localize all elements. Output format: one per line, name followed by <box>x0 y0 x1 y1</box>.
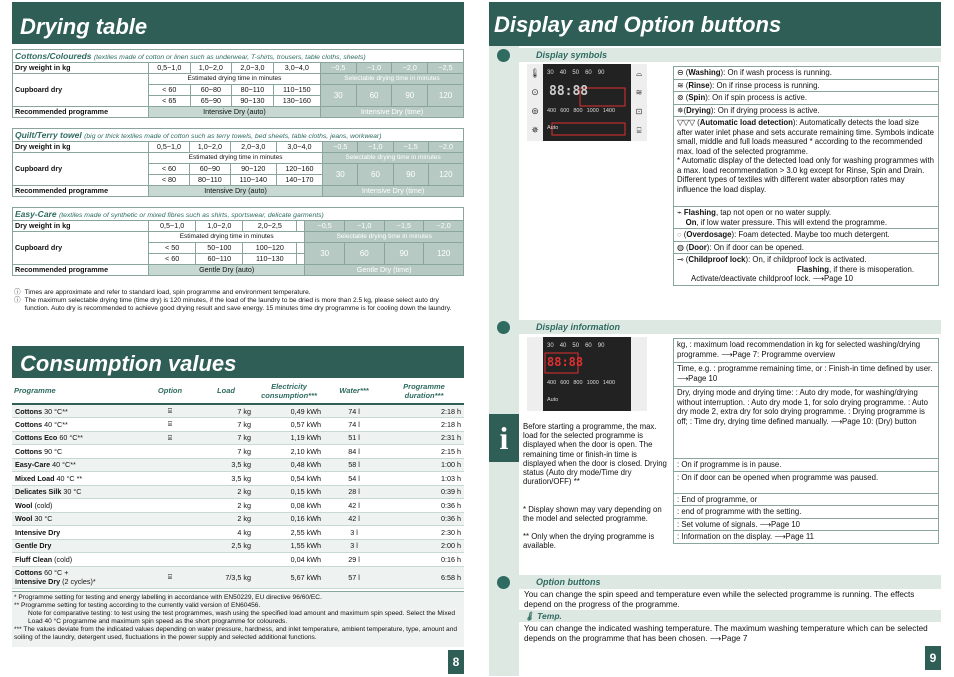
prewash-icon: ⌸ <box>142 566 198 588</box>
prog-name: Intensive Dry <box>15 527 61 537</box>
table-row: Mixed Load 40 °C ** 3,5 kg 0,54 kWh 54 l 1:03 h <box>12 472 464 486</box>
table-row: Gentle Dry 2,5 kg 1,55 kWh 3 l 2:00 h <box>12 539 464 553</box>
easycare-section <box>12 207 464 276</box>
thermometer-icon: 🌡 <box>524 611 535 621</box>
svg-text:✵: ✵ <box>531 125 539 135</box>
terry-table: Dry weight in kg 0,5~1,0 1,0~2,0 2,0~3,0 3,0~4,0 ~0,5 ~1,0 ~1,5 ~2,0 Cupboard dry Estimated drying time in minutes Selectable drying time in minutes < 60 60~90 90~120 120~160 30 60 90 120 < 80 80~110 110~140 140~170 Recommended programme Intensive Dry (auto) Intensive Dry (time) <box>12 141 464 197</box>
table-row: Cottons 40 °C** ⌸ 7 kg 0,57 kWh 74 l 2:18 h <box>12 418 464 432</box>
table-row: Cottons 90 °C 7 kg 2,10 kWh 84 l 2:15 h <box>12 445 464 459</box>
table-row: Intensive Dry 4 kg 2,55 kWh 3 l 2:30 h <box>12 526 464 540</box>
consumption-title: Consumption values <box>20 351 237 376</box>
section-bullet-icon <box>497 321 510 334</box>
washing-icon: ⊖ <box>677 68 684 77</box>
drying-table-title: Drying table <box>20 14 148 39</box>
prog-name: Cottons <box>15 446 43 456</box>
svg-text:≋: ≋ <box>635 88 643 97</box>
table-row: Delicates Silk 30 °C 2 kg 0,15 kWh 28 l 0:39 h <box>12 485 464 499</box>
prog-name: Fluff Clean <box>15 554 53 564</box>
spin-icon: ⊚ <box>677 93 684 102</box>
svg-text:🌡: 🌡 <box>529 68 541 78</box>
option-text: You can change the spin speed and temperature even while the selected programme is running. The effects depend on the progress of the programme. <box>524 590 915 609</box>
svg-text:⊙: ⊙ <box>531 87 539 97</box>
info-star1: * Display shown may vary depending on the model and selected programme. <box>523 505 662 524</box>
display-panel-2: 88:88 30 40 50 60 90 400 600 800 1000 1400 Auto <box>527 337 647 411</box>
display-banner <box>489 2 941 46</box>
section-bullet-icon <box>497 576 510 589</box>
drying-icon: ✵ <box>677 105 684 115</box>
prewash-icon: ⌸ <box>167 432 173 442</box>
table-row: Easy-Care 40 °C** 3,5 kg 0,48 kWh 58 l 1:00 h <box>12 458 464 472</box>
drying-table-banner <box>12 2 464 44</box>
prog-name: Cottons Eco <box>15 433 58 443</box>
terry-heading: Quilt/Terry towel (big or thick textiles made of cotton such as terry towels, bed sheets, table cloths, jeans, workwear) <box>15 130 382 140</box>
cottons-table: Dry weight in kg 0,5~1,0 1,0~2,0 2,0~3,0 3,0~4,0 ~0,5 ~1,0 ~2,0 ~2,5 Cupboard dry Estimated drying time in minutes Selectable drying time in minutes < 60 60~80 80~110 110~150 30 60 90 120 < 65 65~90 90~130 130~160 Recommended programme Intensive Dry (auto) Intensive Dry (time) <box>12 62 464 118</box>
easycare-table: Dry weight in kg 0,5~1,0 1,0~2,0 2,0~2,5 ~0,5 ~1,0 ~1,5 ~2,0 Cupboard dry Estimated drying time in minutes Selectable drying time in minutes < 50 50~100 100~120 30 60 90 120 < 60 60~110 110~130 Recommended programme Gentle Dry (auto) Gentle Dry (time) <box>12 220 464 276</box>
consumption-table: Programme Option Load Electricity consumption*** Water*** Programme duration*** Cottons 30 °C** ⌸ 7 kg 0,49 kWh 74 l 2:18 h Cottons 40 °C** ⌸ 7 kg 0,57 kWh 74 l 2:18 h Cottons Eco 60 °C** ⌸ 7 kg 1,19 kWh 51 l 2:31 h Cottons 90 °C 7 kg 2,10 kWh 84 l 2:15 h Easy-Care 40 °C** 3,5 kg 0,48 kWh 58 l 1:00 h Mixed Load 40 °C ** 3,5 kg 0,54 kWh 54 l 1:03 h Delicates Silk 30 °C 2 kg 0,15 kWh 28 l 0:39 h Wool (cold) 2 kg 0,08 kWh 42 l 0:36 h Wool 30 °C 2 kg 0,16 kWh 42 l 0:36 h Intensive Dry 4 kg 2,55 kWh 3 l 2:30 h Gentle Dry 2,5 kg 1,55 kWh 3 l 2:00 h Fluff Clean (cold) 0,04 kWh 29 l 0:16 h Cottons 60 °C + Intensive Dry (2 cycles)* ⌸ 7/3,5 kg 5,67 kWh 57 l 6:58 h <box>12 378 464 589</box>
option-header: Option buttons <box>489 575 941 589</box>
table-row: Cottons Eco 60 °C** ⌸ 7 kg 1,19 kWh 51 l 2:31 h <box>12 431 464 445</box>
prog-name: Wool <box>15 500 33 510</box>
tap-icon: ⌁ <box>677 208 682 217</box>
display-title: Display and Option buttons <box>494 12 782 37</box>
svg-text:⊡: ⊡ <box>635 107 643 116</box>
info-i-icon: i <box>489 414 519 462</box>
prog-name: Delicates Silk <box>15 487 62 497</box>
drying-notes: ⓘ Times are approximate and refer to standard load, spin programme and environment temperature. ⓘ The maximum selectable drying time (time dry) is 120 minutes, if the load of the laundry to be dried is more than 2.5 kg, please select auto dry function. Auto dry is recommended to achieve good drying result and save energy. 15 minutes time dry programme is for cooling down the laundry. <box>14 289 452 312</box>
table-row: Wool (cold) 2 kg 0,08 kWh 42 l 0:36 h <box>12 499 464 513</box>
svg-text:⌓: ⌓ <box>635 69 643 78</box>
section-bullet-icon <box>497 49 510 62</box>
prog-name: Wool <box>15 514 33 524</box>
info-table: kg, : maximum load recommendation in kg for selected washing/drying programme. ⟶Page 7: Programme overview Time, e.g. : programme remaining time, or : Finish-in time defined by user. ⟶Page 10 Dry, drying mode and drying time: : Auto dry mode, for washing/drying without interruption. : Auto dry mode 1, for solo drying programme. : Auto dry mode 2, extra dry for solo drying programme. : Drying programme is off; : Time dry, drying time defined manually. ⟶Page 10: (Dry) button : On if programme is in pause. : On if door can be opened when programme was paused. : End of programme, or : end of programme with the setting. : Set volume of signals. ⟶Page 10 : Information on the display. ⟶Page 11 <box>673 338 939 544</box>
consumption-banner <box>12 346 464 378</box>
door-icon: ◍ <box>677 242 684 252</box>
info-star2: ** Only when the drying programme is available. <box>523 532 655 551</box>
key-icon: ⊸ <box>677 255 684 264</box>
table-row: Fluff Clean (cold) 0,04 kWh 29 l 0:16 h <box>12 553 464 567</box>
consumption-notes: * Programme setting for testing and energy labelling in accordance with EN50229, EU directive 96/60/EC. ** Programme setting for testing according to the currently valid version of EN60456. Note for comparative testing: to test using the test programmes, wash using the specified load amount and maximum spin speed. Select the Mixed Load 40 °C programme and maximum spin speed as the short programme for coloureds. *** The values deviate from the indicated values depending on water pressure, hardness, and inlet temperature, ambient temperature, type, amount and soiling of the laundry, detergent used, fluctuations in the power supply and selected additional functions. <box>12 591 464 647</box>
info-header: Display information <box>489 320 941 334</box>
sym-washing: ⊖ (Washing): On if wash process is running. <box>674 67 939 80</box>
prewash-icon: ⌸ <box>167 419 173 429</box>
prog-name: Easy-Care <box>15 460 51 470</box>
page-number-right: 9 <box>925 646 941 670</box>
prog-name: Cottons <box>15 406 43 416</box>
prog-name: Gentle Dry <box>15 541 52 551</box>
cottons-section <box>12 49 464 118</box>
temp-header: 🌡 Temp. <box>519 610 941 622</box>
display-panel-1: 🌡 ⊙ ⊚ ✵ ⌓ ≋ ⊡ ⌸ 30 40 50 60 90 88:88 400 600 800 1000 1400 Auto <box>527 64 647 141</box>
prewash-icon: ⌸ <box>167 406 173 415</box>
info-icon: ⓘ <box>14 297 21 304</box>
symbols-header: Display symbols <box>489 48 941 62</box>
svg-text:⊚: ⊚ <box>531 106 539 116</box>
foam-icon: ◌ <box>677 230 682 239</box>
easycare-heading: Easy-Care (textiles made of synthetic or mixed fibres such as shirts, sportswear, delicate garments) <box>15 209 324 219</box>
info-icon: ⓘ <box>14 289 21 296</box>
right-page <box>477 0 954 677</box>
terry-section <box>12 128 464 197</box>
symbols-table: ⊖ (Washing): On if wash process is running. ≋ (Rinse): On if rinse process is running. ⊚ (Spin): On if spin process is active. ✵(Drying): On if drying process is active. ▽▽▽ (Automatic load detection): Automatically detects the load size after water inlet phase and sets accurate remaining time. Symbols indicate small, middle and full loads measured * according to the recommended max. load of the selected programme. * Automatic display of the detected load only for washing programmes with a max. load recommendation > 3.0 kg except for Rinse, Spin and Drain. Different types of textiles with different water absorption rates may influence the load display. ⌁ Flashing, tap not open or no water supply. On, if low water pressure. This will extend the programme. ◌ (Overdosage): Foam detected. Maybe too much detergent. ◍ (Door): On if door can be opened. ⊸ (Childproof lock): On, if childproof lock is activated. Flashing, if there is misoperation. Activate/deactivate childproof lock. ⟶Page 10 <box>673 66 939 286</box>
load-detect-icon: ▽▽▽ <box>677 118 695 127</box>
rinse-icon: ≋ <box>677 80 684 90</box>
cottons-heading: Cottons/Coloureds (textiles made of cotton or linen such as underwear, T-shirts, trousers, table cloths, sheets) <box>15 51 366 61</box>
prog-name: Cottons <box>15 419 43 429</box>
temp-text: You can change the indicated washing temperature. The maximum washing temperature which can be selected depends on the programme that has been chosen. ⟶Page 7 <box>524 624 928 643</box>
table-row: Cottons 30 °C** ⌸ 7 kg 0,49 kWh 74 l 2:18 h <box>12 404 464 418</box>
svg-text:⌸: ⌸ <box>636 126 642 135</box>
prog-name: Mixed Load <box>15 473 55 483</box>
table-row: Wool 30 °C 2 kg 0,16 kWh 42 l 0:36 h <box>12 512 464 526</box>
info-note: Before starting a programme, the max. load for the selected programme is displayed when the door is open. The remaining time or finish-in time is displayed when the door is closed. Drying status (Auto dry mode/Time dry duration/OFF) ** <box>523 422 667 487</box>
page-number-left: 8 <box>448 650 464 674</box>
